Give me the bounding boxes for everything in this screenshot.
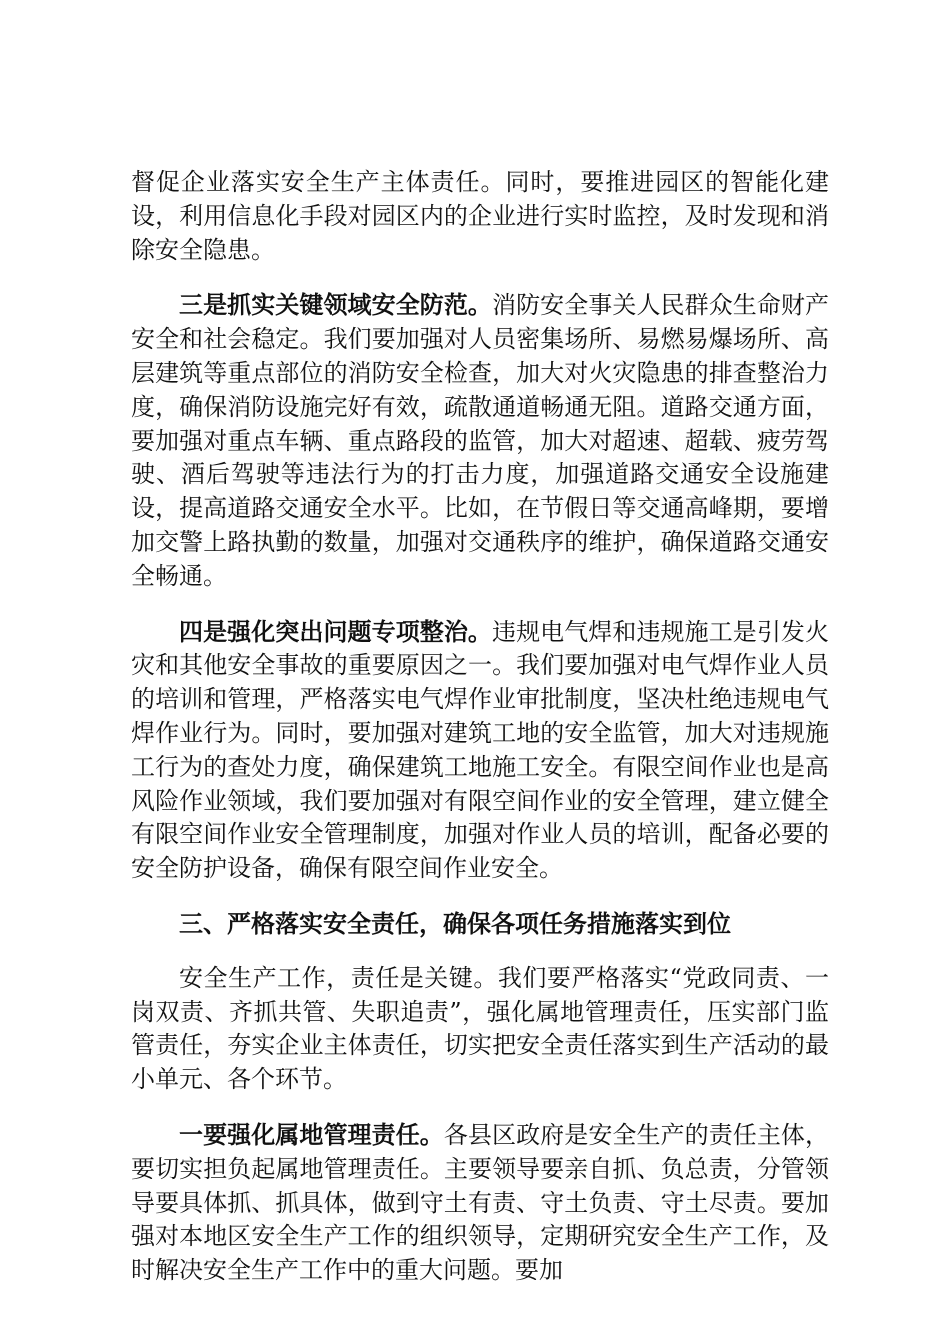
paragraph-text: 消防安全事关人民群众生命财产安全和社会稳定。我们要加强对人员密集场所、易燃易爆场所、高层建筑等重点部位的消防安全检查，加大对火灾隐患的排查整治力度，确保消防设施完好有效，疏散通道畅通无阻。道路交通方面，要加强对重点车辆、重点路段的监管，加大对超速、超载、疲劳驾驶、酒后驾驶等违法行为的打击力度，加强道路交通安全设施建设，提高道路交通安全水平。比如，在节假日等交通高峰期，要增加交警上路执勤的数量，加强对交通秩序的维护，确保道路交通安全畅通。 xyxy=(131,291,829,590)
section-heading: 三、严格落实安全责任，确保各项任务措施落实到位 xyxy=(179,908,731,938)
paragraph-text: 安全生产工作，责任是关键。我们要严格落实“党政同责、一岗双责、齐抓共管、失职追责”，强化属地管理责任，压实部门监管责任，夯实企业主体责任，切实把安全责任落实到生产活动的最小单元、各个环节。 xyxy=(131,963,829,1094)
paragraph-territorial-responsibility xyxy=(131,1118,829,1288)
paragraph-key-areas xyxy=(131,288,829,593)
paragraph-responsibility-intro xyxy=(131,962,829,1097)
paragraph-continued xyxy=(131,166,829,267)
paragraph-lead: 一要强化属地管理责任。 xyxy=(179,1119,444,1149)
paragraph-text: 督促企业落实安全生产主体责任。同时，要推进园区的智能化建设，利用信息化手段对园区内的企业进行实时监控，及时发现和消除安全隐患。 xyxy=(131,168,829,264)
paragraph-text: 违规电气焊和违规施工是引发火灾和其他安全事故的重要原因之一。我们要加强对电气焊作业人员的培训和管理，严格落实电气焊作业审批制度，坚决杜绝违规电气焊作业行为。同时，要加强对建筑工地的安全监管，加大对违规施工行为的查处力度，确保建筑工地施工安全。有限空间作业也是高风险作业领域，我们要加强对有限空间作业的安全管理，建立健全有限空间作业安全管理制度，加强对作业人员的培训，配备必要的安全防护设备，确保有限空间作业安全。 xyxy=(131,617,829,883)
document-body xyxy=(131,166,829,1309)
paragraph-text: 各县区政府是安全生产的责任主体，要切实担负起属地管理责任。主要领导要亲自抓、负总责，分管领导要具体抓、抓具体，做到守土有责、守土负责、守土尽责。要加强对本地区安全生产工作的组织领导，定期研究安全生产工作，及时解决安全生产工作中的重大问题。要加 xyxy=(131,1120,830,1285)
paragraph-lead: 四是强化突出问题专项整治。 xyxy=(179,616,492,646)
paragraph-lead: 三是抓实关键领域安全防范。 xyxy=(179,290,492,320)
paragraph-special-rectification xyxy=(131,615,829,886)
